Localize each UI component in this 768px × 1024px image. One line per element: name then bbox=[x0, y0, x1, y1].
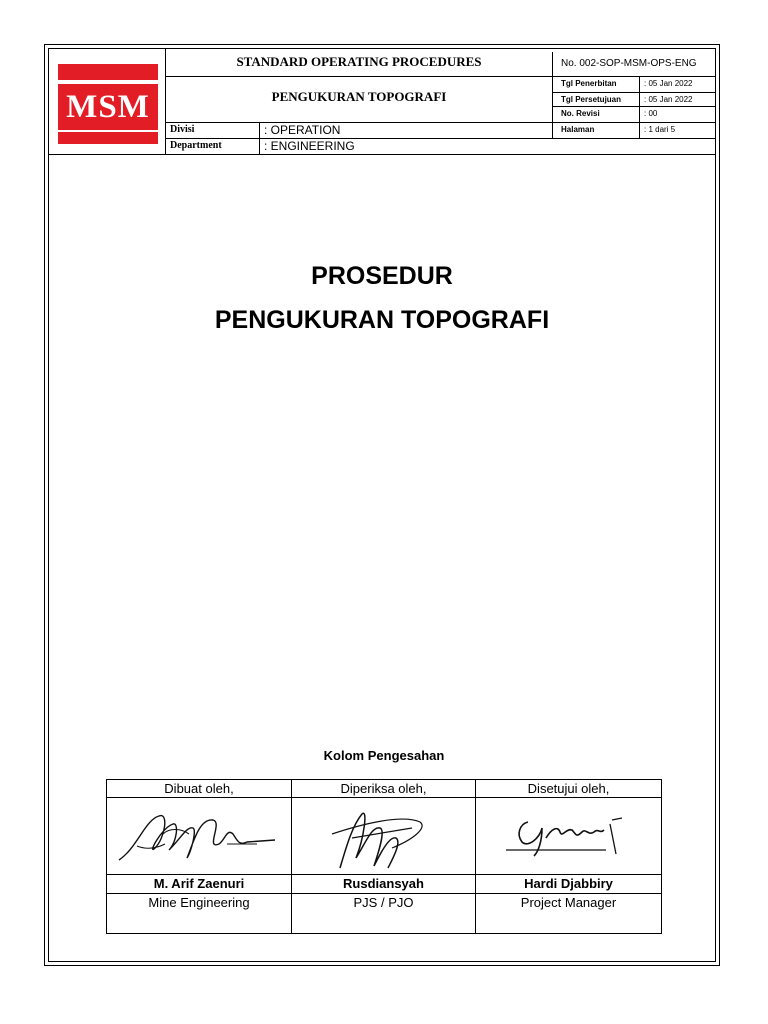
logo-text: MSM bbox=[66, 88, 150, 125]
meta-value: : 05 Jan 2022 bbox=[639, 92, 716, 108]
signature-checked bbox=[292, 798, 475, 874]
approver-name: M. Arif Zaenuri bbox=[107, 874, 291, 894]
signature-prepared bbox=[107, 798, 291, 874]
approver-position: Project Manager bbox=[520, 895, 617, 910]
sop-subtitle: PENGUKURAN TOPOGRAFI bbox=[166, 76, 552, 118]
signature-approved bbox=[476, 798, 661, 874]
divisi-divider bbox=[259, 122, 260, 138]
approval-column-approved bbox=[476, 780, 661, 933]
logo-stripe-bottom bbox=[58, 132, 158, 144]
department-divider bbox=[259, 138, 260, 154]
approval-role: Diperiksa oleh, bbox=[292, 780, 475, 798]
document-number: No. 002-SOP-MSM-OPS-ENG bbox=[561, 58, 697, 69]
logo-stripe-top bbox=[58, 64, 158, 80]
approval-role: Disetujui oleh, bbox=[476, 780, 661, 798]
meta-row-revisi bbox=[553, 106, 716, 122]
divisi-row bbox=[166, 122, 716, 138]
header-divider bbox=[552, 122, 553, 138]
meta-value: : 00 bbox=[639, 106, 716, 122]
approval-column-checked bbox=[292, 780, 475, 933]
approver-name: Rusdiansyah bbox=[292, 874, 475, 894]
approval-role: Dibuat oleh, bbox=[107, 780, 291, 798]
company-logo bbox=[48, 48, 166, 154]
meta-value: : 05 Jan 2022 bbox=[639, 76, 716, 92]
sop-title: STANDARD OPERATING PROCEDURES bbox=[236, 54, 482, 69]
document-header bbox=[48, 48, 716, 154]
page-title-line-1: PROSEDUR bbox=[311, 262, 453, 290]
approver-name: Hardi Djabbiry bbox=[476, 874, 661, 894]
approver-position: Mine Engineering bbox=[148, 895, 250, 910]
department-row bbox=[166, 138, 716, 154]
approver-position: PJS / PJO bbox=[353, 895, 414, 910]
meta-value: : 1 dari 5 bbox=[639, 122, 716, 138]
meta-label: Halaman bbox=[561, 125, 595, 134]
page-title-line-2: PENGUKURAN TOPOGRAFI bbox=[214, 306, 550, 334]
approval-column-prepared bbox=[107, 780, 291, 933]
divisi-label: Divisi bbox=[170, 124, 195, 135]
approval-heading: Kolom Pengesahan bbox=[323, 748, 445, 763]
approval-table bbox=[106, 779, 662, 934]
department-value: : ENGINEERING bbox=[264, 139, 355, 153]
meta-label: No. Revisi bbox=[561, 109, 600, 118]
divisi-value: : OPERATION bbox=[264, 123, 341, 137]
meta-label: Tgl Penerbitan bbox=[561, 79, 617, 88]
meta-row-penerbitan bbox=[553, 76, 716, 92]
meta-label: Tgl Persetujuan bbox=[561, 95, 622, 104]
department-label: Department bbox=[170, 140, 222, 151]
header-bottom-rule bbox=[48, 154, 716, 155]
